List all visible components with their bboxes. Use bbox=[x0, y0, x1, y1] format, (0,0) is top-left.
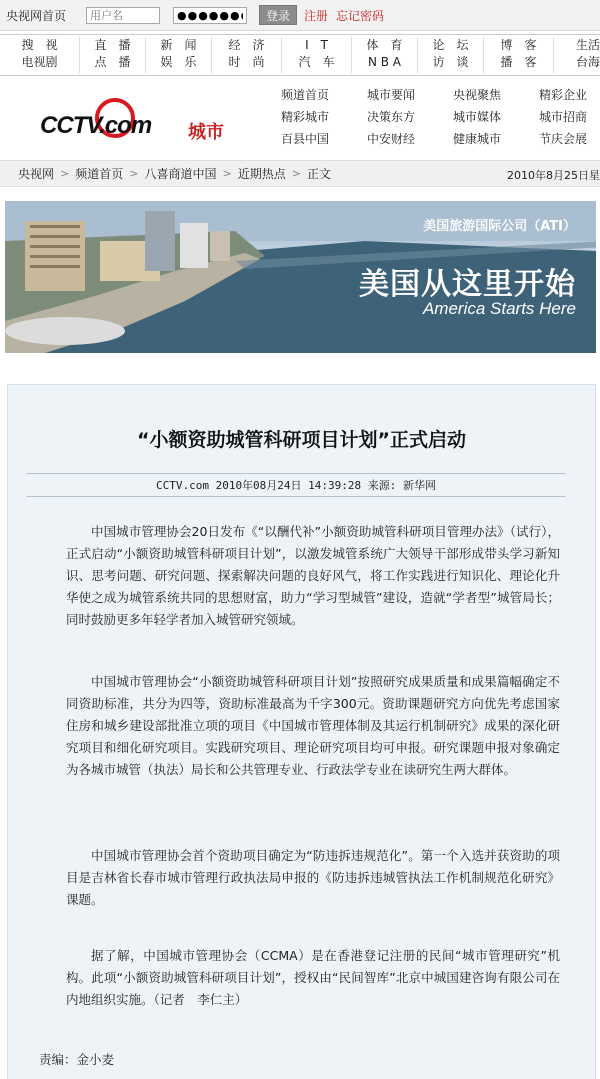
breadcrumb-item[interactable]: 八喜商道中国 bbox=[144, 167, 217, 181]
nav-cell[interactable] bbox=[554, 37, 600, 73]
nav-link[interactable]: 娱 乐 bbox=[160, 55, 197, 69]
sublink[interactable]: 城市媒体 bbox=[453, 110, 502, 124]
banner-company: 美国旅游国际公司（ATI） bbox=[423, 219, 576, 234]
article-paragraph: 中国城市管理协会20日发布《“以酬代补”小额资助城管科研项目管理办法》（试行），正式启动“小额资助城管科研项目计划”，以激发城管系统广大领导干部形成带头学习新知识、思考问题、研究问题、探索解决问题的良好风气，将工作实践进行知识化、理论化升华使之成为城管系统共同的思想财富，助力“学习型城管”建设，造就“学者型”城管局长；同时鼓励更多年轻学者加入城管研究领域。 bbox=[66, 524, 560, 627]
article-paragraph: 据了解，中国城市管理协会（CCMA）是在香港登记注册的民间“城市管理研究”机构。此项“小额资助城管科研项目计划”，授权由“民间智库”北京中城国建咨询有限公司在内地组织实施。（记者 李仁主） bbox=[66, 948, 560, 1007]
article-meta: CCTV.com 2010年08月24日 14:39:28 来源: 新华网 bbox=[26, 473, 566, 497]
breadcrumb-item[interactable]: 近期热点 bbox=[237, 167, 286, 181]
register-link[interactable]: 注册 bbox=[304, 8, 329, 23]
login-bar bbox=[0, 0, 600, 31]
nav-link[interactable]: 台海 bbox=[575, 55, 600, 69]
nav-cell[interactable] bbox=[0, 37, 80, 73]
nav-link[interactable]: I T bbox=[305, 38, 328, 52]
nav-link[interactable]: 博 客 bbox=[500, 38, 537, 52]
article-title: “小额资助城管科研项目计划”正式启动 bbox=[137, 429, 466, 451]
article-paragraph: 中国城市管理协会“小额资助城管科研项目计划”按照研究成果质量和成果篇幅确定不同资助标准，共分为四等，资助标准最高为千字300元。资助课题研究方向优先考虑国家住房和城乡建设部批准立项的项目《中国城市管理体制及其运行机制研究》成果的深化研究项目和细化研究项目。实践研究项目、理论研究项目均可申报。研究课题申报对象确定为各城市城管（执法）局长和公共管理专业、行政法学专业在读研究生两大群体。 bbox=[66, 674, 560, 777]
breadcrumb-item[interactable]: 频道首页 bbox=[75, 167, 124, 181]
sublink[interactable]: 中安财经 bbox=[367, 132, 416, 146]
sublink[interactable]: 百县中国 bbox=[281, 132, 330, 146]
username-input[interactable] bbox=[86, 7, 160, 24]
sublink[interactable]: 央视聚焦 bbox=[453, 88, 502, 102]
chevron-right-icon: > bbox=[129, 167, 139, 180]
nav-link[interactable]: 汽 车 bbox=[298, 55, 335, 69]
nav-cell[interactable] bbox=[418, 37, 484, 73]
sublink[interactable]: 精彩城市 bbox=[281, 110, 330, 124]
nav-link[interactable]: 电视剧 bbox=[21, 55, 58, 69]
nav-link[interactable]: 经 济 bbox=[228, 38, 265, 52]
nav-cell[interactable] bbox=[146, 37, 212, 73]
forget-password-link[interactable]: 忘记密码 bbox=[336, 8, 385, 23]
nav-link[interactable]: 搜 视 bbox=[21, 38, 58, 52]
nav-link[interactable]: 时 尚 bbox=[228, 55, 265, 69]
nav-link[interactable]: 点 播 bbox=[94, 55, 131, 69]
sublink[interactable]: 精彩企业 bbox=[539, 88, 588, 102]
sublink[interactable]: 节庆会展 bbox=[539, 132, 588, 146]
nav-link[interactable]: 生活 bbox=[575, 38, 600, 52]
nav-link[interactable]: 直 播 bbox=[94, 38, 131, 52]
breadcrumb-item[interactable]: 央视网 bbox=[18, 167, 55, 181]
nav-cell[interactable] bbox=[484, 37, 554, 73]
article-paragraph: 中国城市管理协会首个资助项目确定为“防违拆违规范化”。第一个入选并获资助的项目是吉林省长春市城市管理行政执法局申报的《防违拆违城管执法工作机制规范化研究》课题。 bbox=[66, 848, 560, 907]
chevron-right-icon: > bbox=[222, 167, 232, 180]
nav-link[interactable]: 播 客 bbox=[500, 55, 537, 69]
cctv-home-link[interactable]: 央视网首页 bbox=[6, 8, 67, 23]
sublink[interactable]: 城市招商 bbox=[539, 110, 588, 124]
breadcrumb bbox=[0, 160, 600, 187]
nav-link[interactable]: 体 育 bbox=[366, 38, 403, 52]
sublink[interactable]: 频道首页 bbox=[281, 88, 330, 102]
channel-nav bbox=[0, 34, 600, 76]
nav-cell[interactable] bbox=[212, 37, 282, 73]
sublink[interactable]: 城市要闻 bbox=[367, 88, 416, 102]
channel-name: 城市 bbox=[188, 122, 224, 143]
ati-travel-banner[interactable] bbox=[5, 201, 596, 353]
banner-headline: 美国从这里开始 bbox=[359, 267, 576, 302]
password-input[interactable] bbox=[173, 7, 247, 24]
nav-link[interactable]: N B A bbox=[367, 55, 402, 69]
breadcrumb-current: 正文 bbox=[306, 167, 331, 181]
nav-link[interactable]: 新 闻 bbox=[160, 38, 197, 52]
chevron-right-icon: > bbox=[60, 167, 70, 180]
nav-cell[interactable] bbox=[352, 37, 418, 73]
nav-cell[interactable] bbox=[282, 37, 352, 73]
nav-cell[interactable] bbox=[80, 37, 146, 73]
chevron-right-icon: > bbox=[291, 167, 301, 180]
sublink[interactable]: 健康城市 bbox=[453, 132, 502, 146]
article-panel bbox=[7, 384, 596, 1079]
current-date: 2010年8月25日星 bbox=[507, 169, 600, 182]
nav-link[interactable]: 论 坛 bbox=[432, 38, 469, 52]
login-button[interactable]: 登录 bbox=[259, 5, 297, 25]
cctv-wordmark: CCTV.com bbox=[40, 112, 152, 139]
article-editor: 责编：金小麦 bbox=[39, 1052, 115, 1067]
banner-tagline: America Starts Here bbox=[422, 299, 576, 318]
nav-link[interactable]: 访 谈 bbox=[432, 55, 469, 69]
sublink[interactable]: 决策东方 bbox=[367, 110, 416, 124]
